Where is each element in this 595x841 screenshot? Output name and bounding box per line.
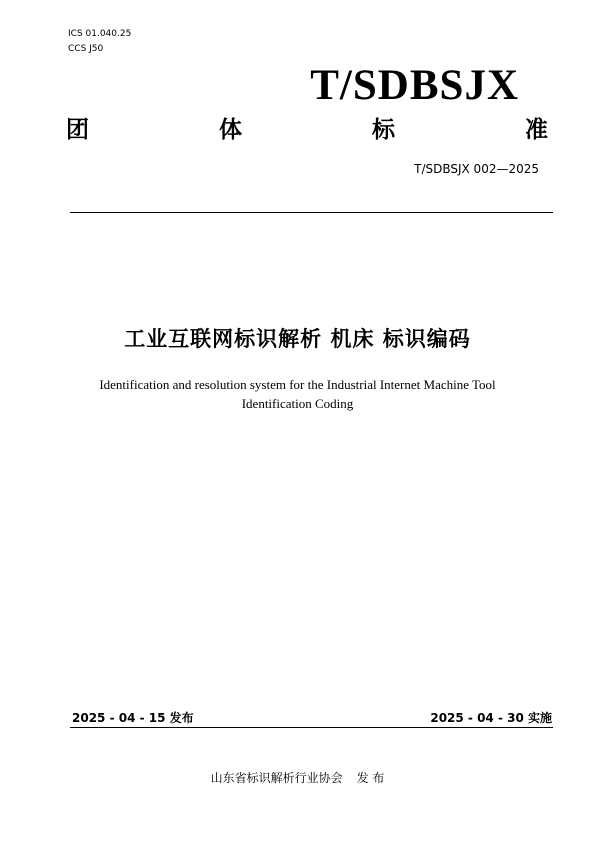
english-title-line: Identification Coding: [241, 396, 354, 411]
implementation-date: 2025 - 04 - 30 实施: [430, 711, 552, 725]
standard-type-label: [66, 116, 548, 144]
standard-type-char: 体: [219, 117, 242, 143]
footer-divider: [70, 727, 553, 728]
standard-type-char: 准: [525, 117, 548, 143]
publish-verb: 发 布: [356, 771, 385, 785]
document-title-english: [40, 375, 555, 413]
ccs-code: CCS J50: [68, 44, 104, 54]
document-title-chinese: 工业互联网标识解析 机床 标识编码: [124, 327, 471, 351]
ics-code: ICS 01.040.25: [68, 29, 132, 39]
standard-brand-logo: T/SDBSJX: [310, 62, 519, 109]
standard-type-char: 标: [372, 117, 395, 143]
english-title-line: Identification and resolution system for the Industrial Internet Machine Tool: [99, 377, 496, 392]
issue-date: 2025 - 04 - 15 发布: [72, 711, 194, 725]
header-divider: [70, 212, 553, 213]
standard-type-char: 团: [66, 117, 89, 143]
publisher-line: [0, 770, 595, 786]
standard-number: T/SDBSJX 002—2025: [414, 162, 539, 176]
publisher-name: 山东省标识解析行业协会: [210, 771, 343, 785]
